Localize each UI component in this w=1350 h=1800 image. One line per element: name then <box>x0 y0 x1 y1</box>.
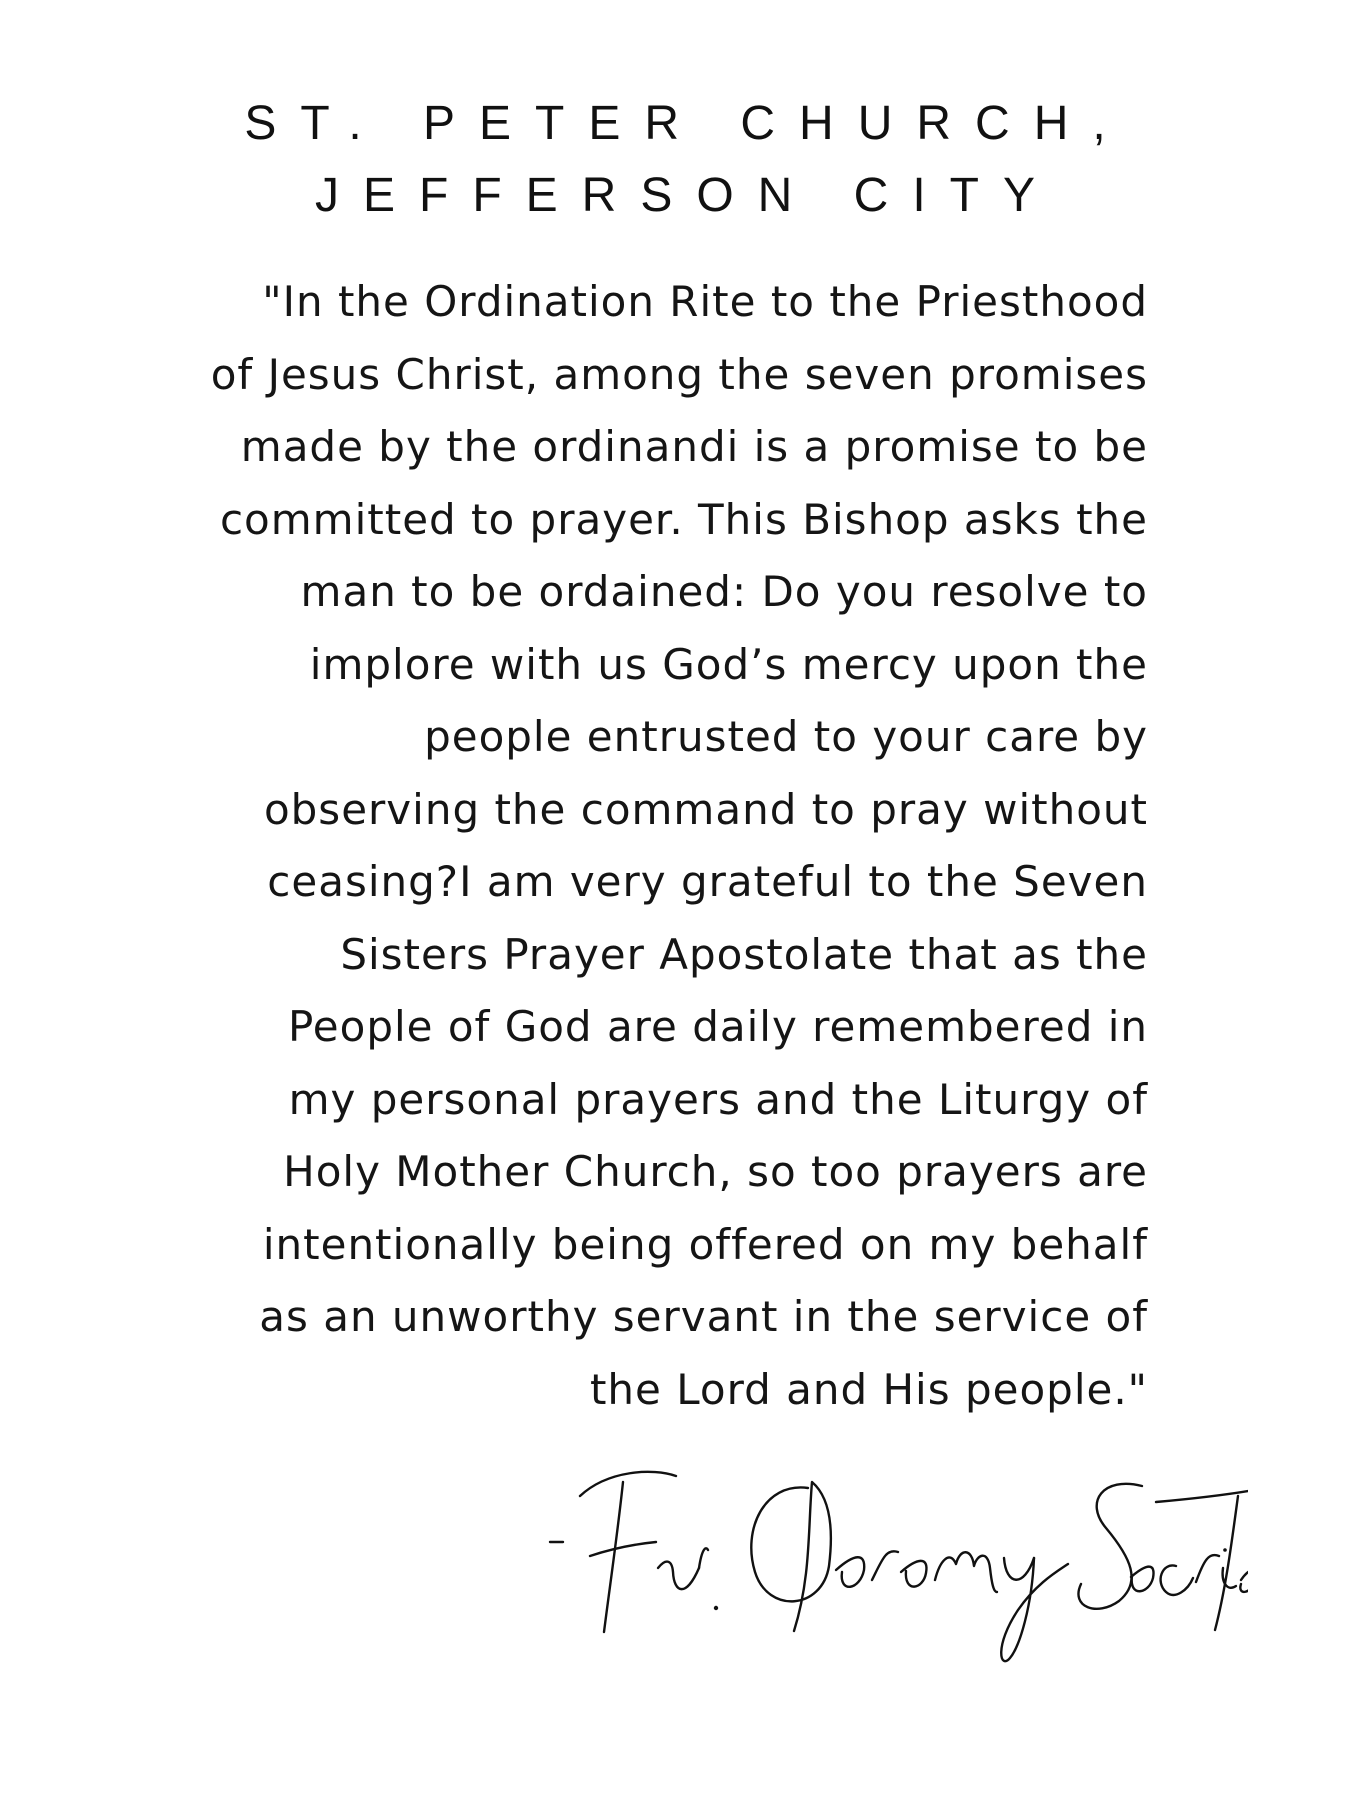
quote-line: as an unworthy servant in the service of <box>259 1292 1148 1341</box>
quote-line: man to be ordained: Do you resolve to <box>300 567 1148 616</box>
quote-line: ceasing?I am very grateful to the Seven <box>267 857 1148 906</box>
quote-line: Sisters Prayer Apostolate that as the <box>340 929 1148 979</box>
quote-line: observing the command to pray without <box>263 784 1148 834</box>
quote-line: of Jesus Christ, among the seven promises <box>210 349 1148 399</box>
church-title <box>0 88 1350 232</box>
church-title-line-1: ST. PETER CHURCH, <box>244 97 1130 150</box>
quote-line: made by the ordinandi is a promise to be <box>240 422 1148 471</box>
quote-line: Holy Mother Church, so too prayers are <box>283 1147 1148 1196</box>
quote-line: committed to prayer. This Bishop asks the <box>219 494 1148 544</box>
signature-drawing <box>548 1460 1248 1680</box>
quote-line: the Lord and His people." <box>589 1364 1148 1414</box>
quote-line: People of God are daily remembered in <box>287 1002 1148 1051</box>
testimonial-quote <box>130 266 1148 1426</box>
handwritten-signature <box>548 1460 1248 1680</box>
quote-line: intentionally being offered on my behalf <box>262 1219 1148 1269</box>
quote-line: people entrusted to your care by <box>424 712 1148 761</box>
quote-line: implore with us God’s mercy upon the <box>309 639 1148 689</box>
quote-line: my personal prayers and the Liturgy of <box>288 1074 1148 1124</box>
quote-line: "In the Ordination Rite to the Priesthood <box>262 277 1148 326</box>
church-title-line-2: JEFFERSON CITY <box>314 169 1060 222</box>
